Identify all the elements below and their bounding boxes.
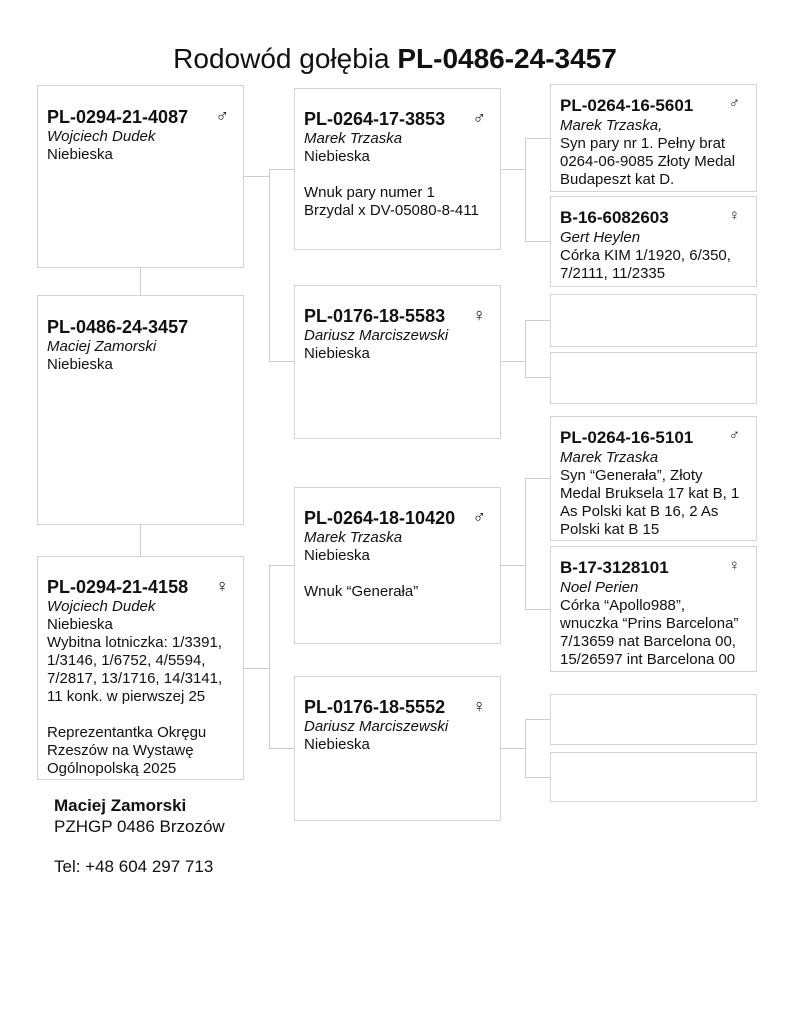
description-line: Polski kat B 15 <box>560 521 660 538</box>
owner-name: Dariusz Marciszewski <box>304 718 449 735</box>
description-line: wnuczka “Prins Barcelona” <box>560 615 739 632</box>
female-icon: ♀ <box>728 557 740 574</box>
owner-name: Noel Perien <box>560 579 639 596</box>
owner-name: Maciej Zamorski <box>47 338 157 355</box>
breeder-info <box>54 795 225 877</box>
connector <box>269 361 294 362</box>
ring-number: B-17-3128101 <box>560 558 669 577</box>
pigeon-card-maternal-grandmother[interactable] <box>294 676 501 821</box>
pigeon-card-maternal-grandfather[interactable] <box>294 487 501 644</box>
connector <box>269 169 294 170</box>
title-prefix: Rodowód gołębia <box>173 43 390 74</box>
description-line: As Polski kat B 16, 2 As <box>560 503 719 520</box>
description-line: 0264-06-9085 Złoty Medal <box>560 153 736 170</box>
male-icon: ♂ <box>472 507 486 527</box>
pigeon-card-subject[interactable] <box>37 295 244 525</box>
description-line: Niebieska <box>304 345 370 362</box>
owner-name: Marek Trzaska <box>304 130 403 147</box>
description-line: 11 konk. w pierwszej 25 <box>47 688 206 705</box>
pigeon-card-ggf-3[interactable] <box>550 416 757 541</box>
pigeon-card-paternal-grandfather[interactable] <box>294 88 501 250</box>
description-line: 7/13659 nat Barcelona 00, <box>560 633 736 650</box>
description-line: Niebieska <box>304 736 370 753</box>
description-line: Budapeszt kat D. <box>560 171 675 188</box>
ring-number: PL-0486-24-3457 <box>47 317 189 337</box>
page-title <box>0 43 790 75</box>
ring-number: PL-0264-18-10420 <box>304 508 456 528</box>
description-line: Wybitna lotniczka: 1/3391, <box>47 634 222 651</box>
connector <box>501 748 525 749</box>
description-line: 1/3146, 1/6752, 4/5594, <box>47 652 206 669</box>
connector <box>501 169 525 170</box>
ring-number: B-16-6082603 <box>560 208 669 227</box>
connector <box>525 478 526 610</box>
pigeon-card-father[interactable] <box>37 85 244 268</box>
male-icon: ♂ <box>728 427 740 444</box>
female-icon: ♀ <box>472 305 486 325</box>
description-line <box>47 706 234 724</box>
connector <box>140 525 141 556</box>
connector <box>525 377 550 378</box>
breeder-phone: Tel: +48 604 297 713 <box>54 857 214 876</box>
pigeon-card-ggf-1[interactable] <box>550 84 757 192</box>
connector <box>501 361 525 362</box>
connector <box>525 138 526 242</box>
description-line: Syn pary nr 1. Pełny brat <box>560 135 726 152</box>
female-icon: ♀ <box>728 207 740 224</box>
owner-name: Marek Trzaska <box>560 449 659 466</box>
description-line: Córka KIM 1/1920, 6/350, <box>560 247 731 264</box>
description-line <box>304 166 491 184</box>
breeder-name: Maciej Zamorski <box>54 796 187 815</box>
description-line: 7/2817, 13/1716, 14/3141, <box>47 670 223 687</box>
description-line: Brzydal x DV-05080-8-411 <box>304 202 479 219</box>
title-ring: PL-0486-24-3457 <box>397 43 617 74</box>
connector <box>269 565 270 749</box>
male-icon: ♂ <box>728 95 740 112</box>
ring-number: PL-0294-21-4158 <box>47 577 189 597</box>
connector <box>501 565 525 566</box>
pigeon-card-empty[interactable] <box>550 352 757 404</box>
connector <box>140 268 141 295</box>
description-line: Niebieska <box>47 146 113 163</box>
connector <box>525 609 550 610</box>
breeder-club: PZHGP 0486 Brzozów <box>54 817 225 836</box>
description-line: Reprezentantka Okręgu <box>47 724 207 741</box>
pigeon-card-mother[interactable] <box>37 556 244 780</box>
connector <box>525 320 550 321</box>
description-line: Niebieska <box>304 148 370 165</box>
description-line: Medal Bruksela 17 kat B, 1 <box>560 485 740 502</box>
owner-name: Marek Trzaska, <box>560 117 663 134</box>
pigeon-card-empty[interactable] <box>550 294 757 347</box>
description-line <box>304 565 491 583</box>
description-line: Rzeszów na Wystawę <box>47 742 194 759</box>
description-line: Ogólnopolską 2025 <box>47 760 177 777</box>
male-icon: ♂ <box>215 106 229 126</box>
description-line: 15/26597 int Barcelona 00 <box>560 651 736 668</box>
description-line: 7/2111, 11/2335 <box>560 265 666 282</box>
ring-number: PL-0264-17-3853 <box>304 109 446 129</box>
pigeon-card-ggm-1[interactable] <box>550 196 757 287</box>
ring-number: PL-0294-21-4087 <box>47 107 189 127</box>
description-line: Wnuk pary numer 1 <box>304 184 435 201</box>
ring-number: PL-0264-16-5601 <box>560 96 694 115</box>
female-icon: ♀ <box>472 696 486 716</box>
pigeon-card-empty[interactable] <box>550 752 757 802</box>
ring-number: PL-0264-16-5101 <box>560 428 694 447</box>
ring-number: PL-0176-18-5583 <box>304 306 446 326</box>
description-line: Córka “Apollo988”, <box>560 597 686 614</box>
ring-number: PL-0176-18-5552 <box>304 697 446 717</box>
connector <box>269 169 270 362</box>
description-line: Niebieska <box>47 356 113 373</box>
connector <box>525 719 526 778</box>
owner-name: Wojciech Dudek <box>47 128 156 145</box>
connector <box>269 565 294 566</box>
connector <box>525 777 550 778</box>
pigeon-card-ggm-3[interactable] <box>550 546 757 672</box>
owner-name: Gert Heylen <box>560 229 641 246</box>
owner-name: Marek Trzaska <box>304 529 403 546</box>
description-line: Niebieska <box>304 547 370 564</box>
pigeon-card-paternal-grandmother[interactable] <box>294 285 501 439</box>
owner-name: Dariusz Marciszewski <box>304 327 449 344</box>
connector <box>525 138 550 139</box>
female-icon: ♀ <box>215 576 229 596</box>
description-line: Syn “Generała”, Złoty <box>560 467 703 484</box>
pigeon-card-empty[interactable] <box>550 694 757 745</box>
owner-name: Wojciech Dudek <box>47 598 156 615</box>
description-line: Niebieska <box>47 616 113 633</box>
connector <box>525 478 550 479</box>
connector <box>269 748 294 749</box>
description-line: Wnuk “Generała” <box>304 583 419 600</box>
connector <box>244 668 269 669</box>
connector <box>525 320 526 378</box>
connector <box>244 176 269 177</box>
male-icon: ♂ <box>472 108 486 128</box>
connector <box>525 719 550 720</box>
connector <box>525 241 550 242</box>
